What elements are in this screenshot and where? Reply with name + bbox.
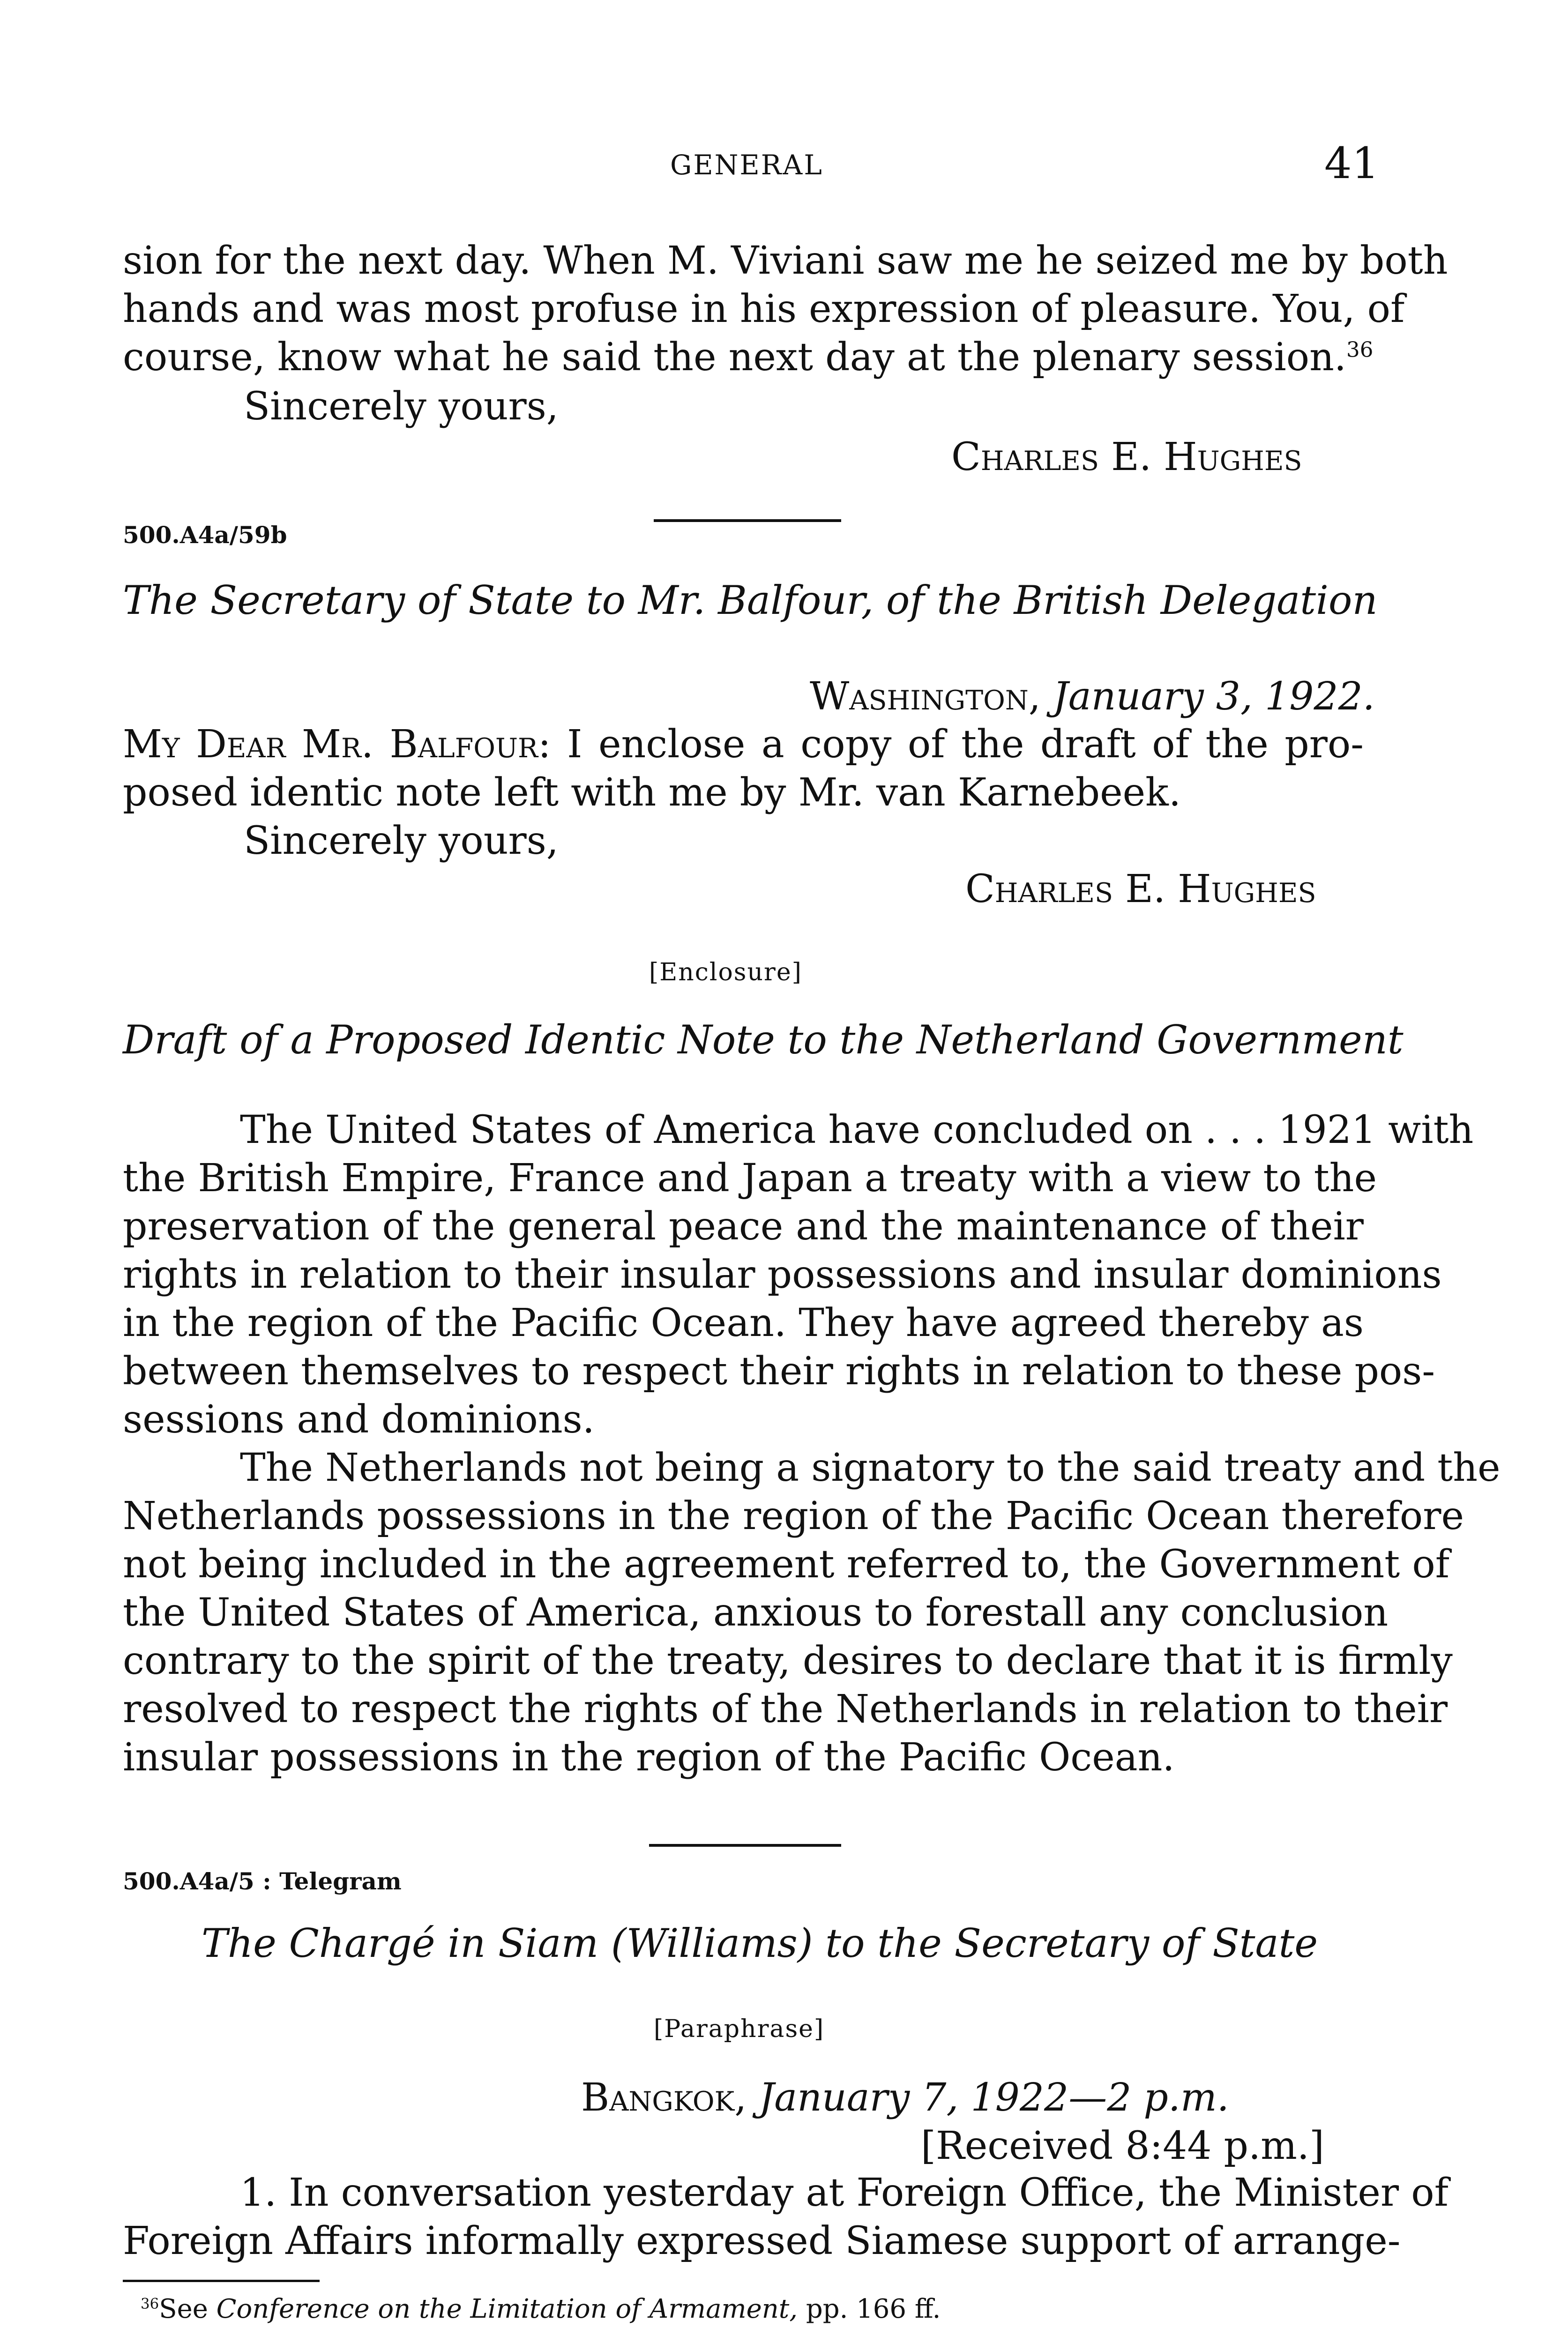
date: January 7, 1922—2 p.m. — [759, 2075, 1229, 2120]
footnote-marker: 36 — [141, 2295, 159, 2313]
text-line: course, know what he said the next day at the plenary session.$^{36}$ — [123, 335, 1374, 380]
signature: Charles E. Hughes — [965, 867, 1316, 911]
text-line: insular possessions in the region of the Pacific Ocean. — [123, 1735, 1175, 1780]
text-line: between themselves to respect their rights in relation to these pos- — [123, 1349, 1435, 1394]
footnote-title: Conference on the Limitation of Armament, — [216, 2294, 798, 2324]
text-line: preservation of the general peace and the maintenance of their — [123, 1204, 1364, 1249]
footnote: $^{36}$See Conference on the Limitation of Armament, pp. 166 ff. — [141, 2294, 941, 2324]
text-line: the United States of America, anxious to forestall any conclusion — [123, 1590, 1389, 1635]
enclosure-paragraph-2 — [123, 1444, 1501, 1782]
paraphrase-label: [Paraphrase] — [654, 2015, 825, 2043]
text-line: Netherlands possessions in the region of the Pacific Ocean therefore — [123, 1494, 1464, 1538]
date: January 3, 1922. — [1053, 674, 1375, 719]
section-divider — [649, 1844, 841, 1847]
text-line: the British Empire, France and Japan a treaty with a view to the — [123, 1156, 1377, 1201]
document-heading: The Chargé in Siam (Williams) to the Secretary of State — [202, 1920, 1318, 1966]
footnote-reference: 36 — [1346, 337, 1374, 362]
received-note: [Received 8:44 p.m.] — [921, 2124, 1324, 2168]
page-number: 41 — [1324, 138, 1380, 188]
letter-body — [123, 720, 1364, 817]
text-line: sion for the next day. When M. Viviani saw me he seized me by both — [123, 239, 1448, 283]
file-number: 500.A4a/59b — [123, 521, 287, 549]
section-divider — [654, 519, 841, 522]
file-number: 500.A4a/5 : Telegram — [123, 1867, 402, 1895]
enclosure-heading: Draft of a Proposed Identic Note to the Netherland Government — [123, 1017, 1404, 1063]
text-line: not being included in the agreement referred to, the Government of — [123, 1542, 1450, 1587]
text-line: contrary to the spirit of the treaty, desires to declare that it is firmly — [123, 1639, 1453, 1683]
text-line: sessions and dominions. — [123, 1397, 595, 1442]
place: Bangkok, — [581, 2075, 747, 2120]
text-line: resolved to respect the rights of the Netherlands in relation to their — [123, 1687, 1448, 1731]
text-line: rights in relation to their insular possessions and insular dominions — [123, 1253, 1442, 1297]
enclosure-paragraph-1 — [123, 1106, 1474, 1444]
footnote-divider — [123, 2280, 320, 2282]
signoff: Sincerely yours, — [244, 819, 559, 863]
dateline — [581, 2074, 1229, 2122]
text-line: 1. In conversation yesterday at Foreign Office, the Minister of — [240, 2171, 1449, 2215]
telegram-paragraph — [123, 2169, 1449, 2265]
enclosure-label: [Enclosure] — [649, 958, 802, 986]
salutation: My Dear Mr. Balfour: — [123, 722, 551, 767]
opening-paragraph — [123, 237, 1448, 381]
place: Washington, — [810, 674, 1041, 719]
text-line: posed identic note left with me by Mr. van Karnebeek. — [123, 770, 1181, 815]
running-head: GENERAL — [670, 149, 823, 181]
text-line: Foreign Affairs informally expressed Siamese support of arrange- — [123, 2219, 1401, 2263]
text-line: hands and was most profuse in his expression of pleasure. You, of — [123, 287, 1405, 331]
signoff: Sincerely yours, — [244, 384, 559, 429]
text-line: The United States of America have concluded on . . . 1921 with — [240, 1108, 1474, 1152]
text-line: My Dear Mr. Balfour: I enclose a copy of the draft of the pro- — [123, 722, 1364, 767]
text-line: in the region of the Pacific Ocean. They have agreed thereby as — [123, 1301, 1364, 1345]
text-line: The Netherlands not being a signatory to the said treaty and the — [240, 1446, 1501, 1490]
dateline — [810, 672, 1375, 721]
document-heading: The Secretary of State to Mr. Balfour, of the British Delegation — [123, 577, 1378, 623]
signature: Charles E. Hughes — [951, 435, 1302, 479]
